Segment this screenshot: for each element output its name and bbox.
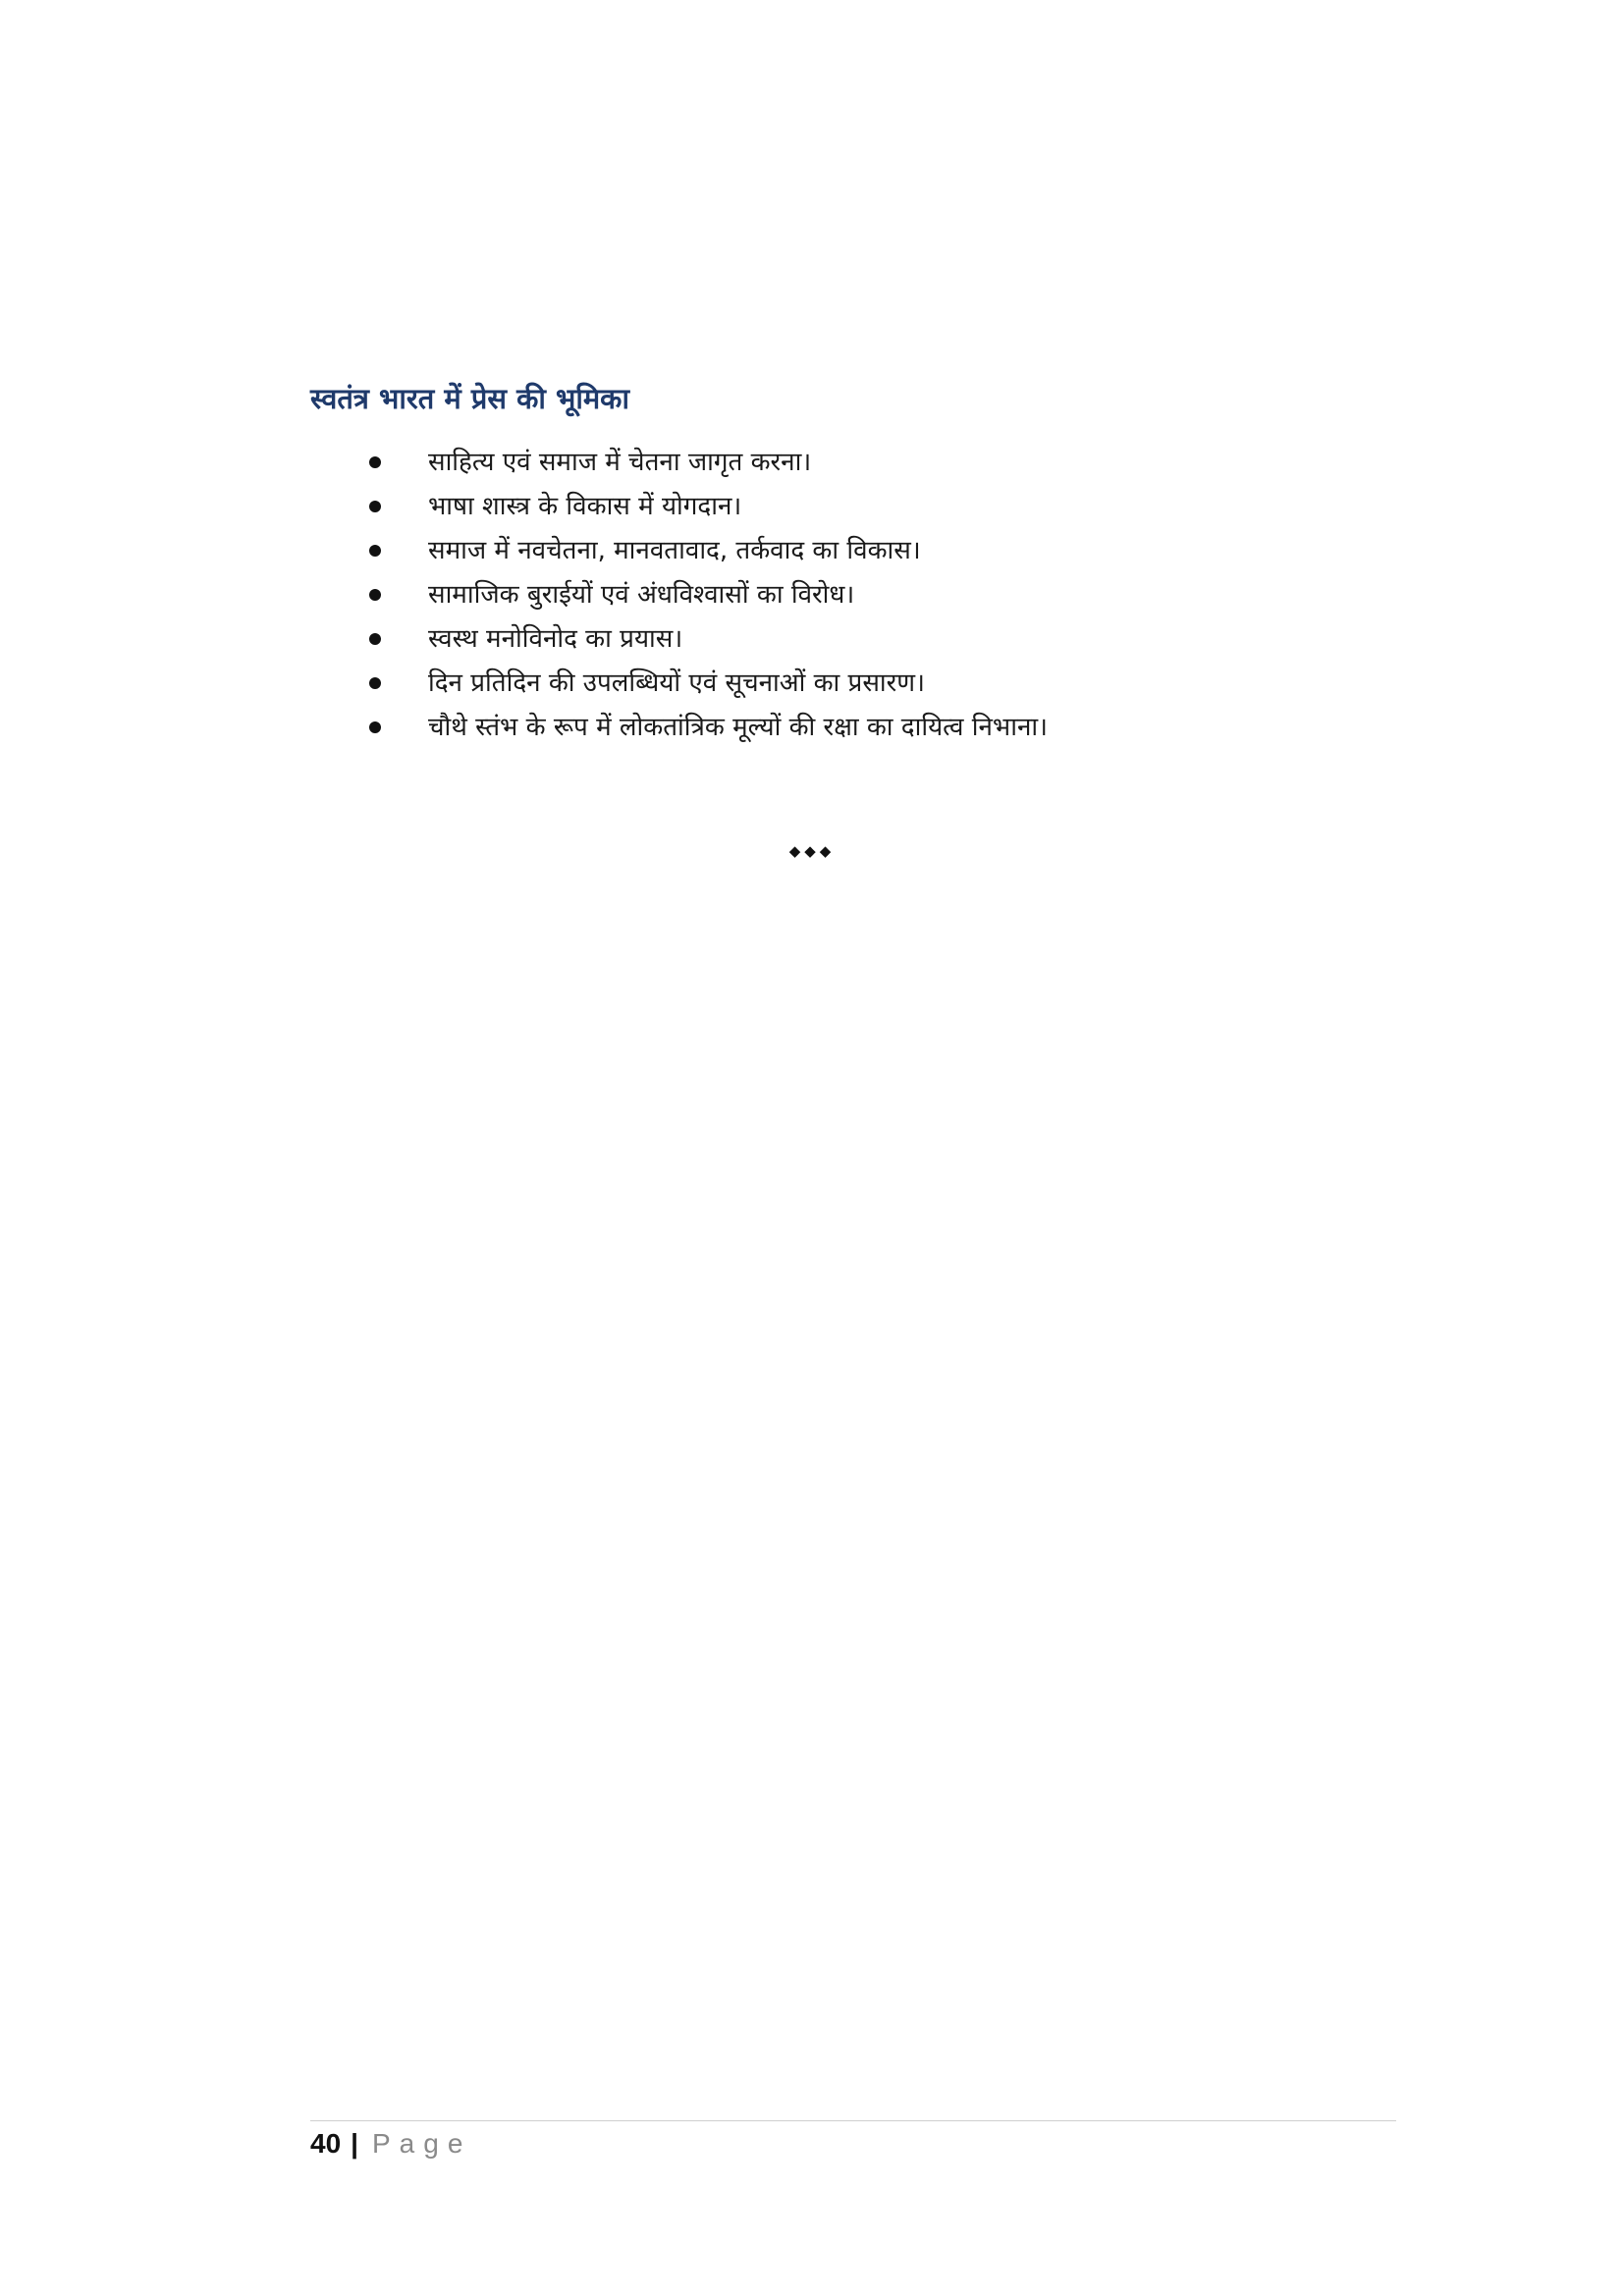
list-item-text: स्वस्थ मनोविनोद का प्रयास।	[428, 623, 683, 654]
footer-rule	[310, 2120, 1396, 2121]
list-item-text: समाज में नवचेतना, मानवतावाद, तर्कवाद का विकास।	[428, 535, 921, 565]
bullet-dot-icon	[369, 633, 381, 645]
bullet-dot-icon	[369, 589, 381, 601]
list-item	[363, 616, 1048, 661]
section-heading: स्वतंत्र भारत में प्रेस की भूमिका	[310, 382, 629, 415]
bullet-dot-icon	[369, 721, 381, 733]
footer-separator: |	[351, 2128, 358, 2159]
bullet-dot-icon	[369, 545, 381, 557]
bullet-dot-icon	[369, 456, 381, 468]
list-item-text: चौथे स्तंभ के रूप में लोकतांत्रिक मूल्यों की रक्षा का दायित्व निभाना।	[428, 712, 1048, 742]
list-item-text: दिन प्रतिदिन की उपलब्धियों एवं सूचनाओं का प्रसारण।	[428, 667, 925, 698]
list-item	[363, 661, 1048, 705]
list-item	[363, 484, 1048, 528]
page-label: Page	[372, 2128, 472, 2159]
list-item-text: सामाजिक बुराईयों एवं अंधविश्वासों का विरोध।	[428, 579, 855, 610]
list-item	[363, 705, 1048, 749]
bullet-dot-icon	[369, 677, 381, 689]
page-number: 40	[310, 2128, 342, 2159]
list-item	[363, 572, 1048, 616]
list-item-text: भाषा शास्त्र के विकास में योगदान।	[428, 491, 742, 521]
bullet-dot-icon	[369, 501, 381, 512]
list-item	[363, 440, 1048, 484]
list-item	[363, 528, 1048, 572]
page-footer	[310, 2124, 471, 2163]
list-item-text: साहित्य एवं समाज में चेतना जागृत करना।	[428, 447, 812, 477]
section-end-divider: ◆◆◆	[788, 842, 836, 860]
press-role-list	[363, 440, 1048, 749]
